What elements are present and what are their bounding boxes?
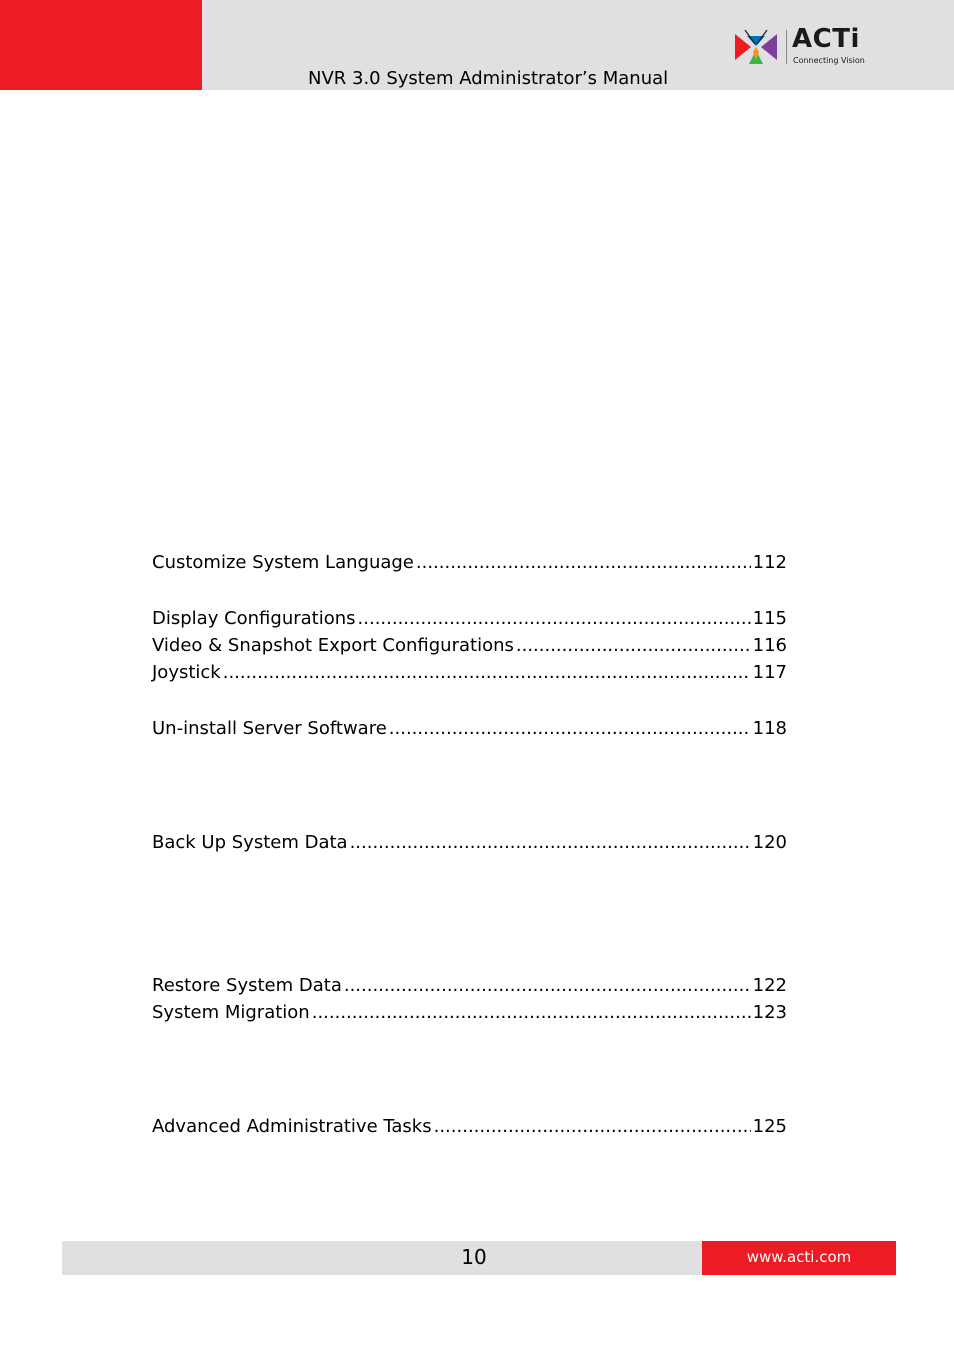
toc-entry-label: Advanced Administrative Tasks [152,1116,432,1137]
toc-entry-label: Back Up System Data [152,832,348,853]
toc-entry-page: 112 [752,552,787,573]
toc-leader [358,608,751,630]
toc-entry[interactable] [152,832,787,854]
toc-leader [350,832,751,854]
acti-logo [733,24,873,70]
toc-entry-page: 115 [752,608,787,629]
toc-entry-page: 125 [752,1116,787,1137]
toc-entry[interactable] [152,718,787,740]
toc-entry[interactable] [152,662,787,684]
toc-leader [434,1116,751,1138]
toc-entry-page: 123 [752,1002,787,1023]
toc-leader [312,1002,751,1024]
toc-entry[interactable] [152,552,787,574]
toc-entry-page: 122 [752,975,787,996]
toc-entry-page: 120 [752,832,787,853]
toc-entry[interactable] [152,608,787,630]
toc-leader [389,718,751,740]
header-red-block [0,0,202,90]
footer-url-link[interactable]: www.acti.com [746,1248,852,1266]
page-number: 10 [461,1245,487,1269]
toc-entry[interactable] [152,1002,787,1024]
toc-entry-page: 117 [752,662,787,683]
toc-entry-label: Video & Snapshot Export Configurations [152,635,514,656]
toc-entry-label: Restore System Data [152,975,342,996]
acti-logo-icon [733,30,779,66]
toc-entry[interactable] [152,1116,787,1138]
manual-title: NVR 3.0 System Administrator’s Manual [308,68,669,89]
toc-entry-label: Joystick [152,662,221,683]
toc-entry[interactable] [152,975,787,997]
logo-divider [786,30,787,64]
toc-entry-label: Customize System Language [152,552,414,573]
toc-entry-page: 116 [752,635,787,656]
toc-leader [416,552,751,574]
logo-wordmark: ACTi [792,24,860,54]
toc-leader [516,635,751,657]
logo-tagline: Connecting Vision [793,56,865,65]
toc-leader [223,662,751,684]
toc-entry-page: 118 [752,718,787,739]
toc-entry-label: Un-install Server Software [152,718,387,739]
toc-entry-label: Display Configurations [152,608,356,629]
toc-entry-label: System Migration [152,1002,310,1023]
toc-entry[interactable] [152,635,787,657]
toc-leader [344,975,751,997]
